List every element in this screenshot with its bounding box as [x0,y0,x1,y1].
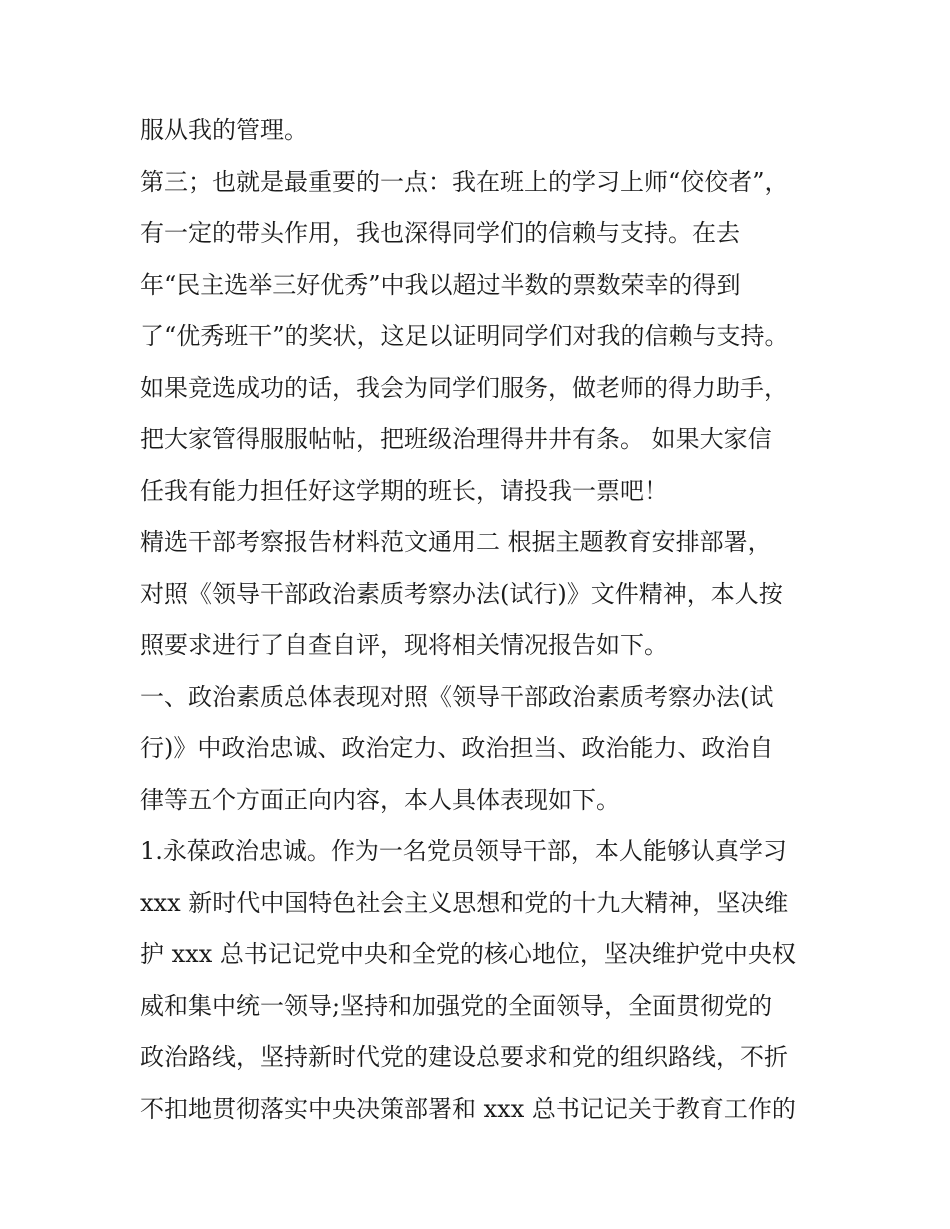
text-line: 有一定的带头作用，我也深得同学们的信赖与支持。在去 [140,219,740,247]
text-line: 如果竞选成功的话，我会为同学们服务，做老师的得力助手， [140,373,788,402]
text-line: 把大家管得服服帖帖，把班级治理得井井有条。 如果大家信 [140,425,772,453]
text-line: 对照《领导干部政治素质考察办法(试行)》文件精神，本人按 [140,579,783,608]
document-body [140,105,840,1135]
text-line: 一、政治素质总体表现对照《领导干部政治素质考察办法(试 [140,682,774,711]
text-line: 精选干部考察报告材料范文通用二 根据主题教育安排部署， [140,528,772,556]
text-line: 服从我的管理。 [140,116,308,144]
text-line: 不扣地贯彻落实中央决策部署和 xxx 总书记记关于教育工作的 [140,1094,796,1123]
text-line: 1.永葆政治忠诚。作为一名党员领导干部，本人能够认真学习 [140,837,787,865]
text-line: 照要求进行了自查自评，现将相关情况报告如下。 [140,631,668,659]
text-line: 任我有能力担任好这学期的班长，请投我一票吧！ [140,476,668,505]
text-line: 行)》中政治忠诚、政治定力、政治担当、政治能力、政治自 [140,734,774,762]
text-line: 年“民主选举三好优秀”中我以超过半数的票数荣幸的得到 [140,270,741,299]
text-line: 第三；也就是最重要的一点：我在班上的学习上师“佼佼者”， [140,167,789,196]
text-line: 威和集中统一领导;坚持和加强党的全面领导，全面贯彻党的 [140,991,773,1020]
text-line: 政治路线，坚持新时代党的建设总要求和党的组织路线，不折 [140,1043,788,1071]
text-line: 了“优秀班干”的奖状，这足以证明同学们对我的信赖与支持。 [140,322,789,350]
text-line: xxx 新时代中国特色社会主义思想和党的十九大精神，坚决维 [140,888,789,917]
text-line: 律等五个方面正向内容，本人具体表现如下。 [140,785,620,814]
text-line: 护 xxx 总书记记党中央和全党的核心地位，坚决维护党中央权 [140,940,796,968]
